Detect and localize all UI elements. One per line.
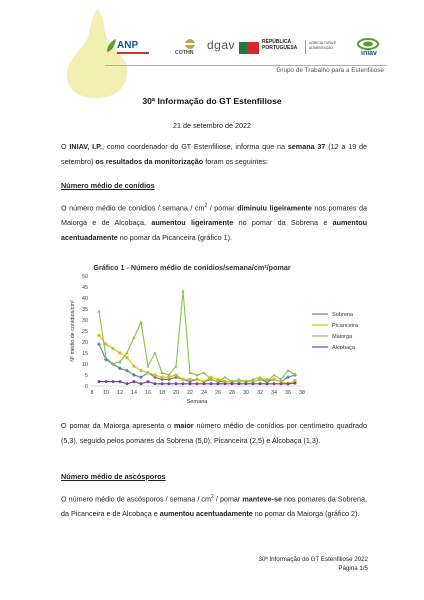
x-tick-label: 30: [243, 390, 249, 396]
legend-entry: Sobrena: [332, 312, 354, 318]
section1-text: nos pomares da Maiorga e de Alcobaça,: [61, 203, 367, 228]
series-line-picanceira: [99, 335, 295, 383]
cothn-icon: [183, 38, 197, 50]
data-point: [182, 378, 185, 381]
section2-text: nos pomares da Sobrena, da Picanceira e de Alcobaça e: [61, 494, 367, 519]
y-axis-label: Nº médio de conídios/cm²: [70, 300, 76, 362]
iniav-leaf-icon: [357, 36, 379, 50]
data-point: [189, 378, 192, 381]
section1-text: O número médio de conídios / semana / cm: [61, 203, 205, 213]
x-tick-label: 8: [90, 390, 94, 396]
week-label: semana 37: [287, 142, 326, 151]
data-point: [139, 320, 142, 323]
section-heading-ascosporos: Número médio de ascósporos: [61, 472, 166, 481]
section1-paragraph: [61, 199, 367, 245]
data-point: [273, 378, 276, 381]
data-point: [154, 374, 157, 377]
org-name: INIAV, I.P.: [69, 142, 103, 151]
section2-paragraph: [61, 490, 367, 521]
y-tick-label: 30: [82, 318, 88, 324]
data-point: [189, 382, 192, 385]
emphasis: aumentou ligeiramente: [151, 218, 234, 228]
data-point: [119, 380, 122, 383]
x-axis-label: Semana: [186, 399, 208, 405]
data-point: [161, 376, 164, 379]
emphasis: manteve-se: [242, 494, 282, 504]
legend-entry: Maiorga: [332, 334, 353, 340]
logo-dgav: dgav: [207, 38, 236, 52]
x-tick-label: 24: [201, 390, 207, 396]
data-point: [280, 382, 283, 385]
summary-text: O pomar da Maiorga apresenta o: [61, 421, 175, 430]
emphasis: aumentou acentuadamente: [159, 509, 253, 519]
data-point: [112, 347, 115, 350]
x-tick-label: 14: [131, 390, 137, 396]
data-point: [98, 380, 101, 383]
page-number: Página 1/5: [338, 565, 368, 572]
data-point: [168, 382, 171, 385]
page-title: 30ª Informação do GT Estenfiliose: [142, 96, 282, 106]
data-point: [140, 382, 143, 385]
data-point: [237, 378, 240, 381]
x-tick-label: 12: [117, 390, 123, 396]
data-point: [196, 382, 199, 385]
x-tick-label: 38: [299, 390, 305, 396]
x-tick-label: 10: [103, 390, 109, 396]
data-point: [147, 371, 150, 374]
data-point: [182, 382, 185, 385]
data-point: [286, 369, 289, 372]
intro-text: (12 a 19 de setembro): [61, 142, 367, 166]
data-point: [147, 380, 150, 383]
y-tick-label: 35: [82, 307, 88, 313]
superscript: 2: [204, 203, 208, 209]
section2-text: no pomar da Maiorga (gráfico 2).: [252, 509, 360, 519]
x-tick-label: 18: [159, 390, 165, 396]
data-point: [154, 382, 157, 385]
x-tick-label: 20: [173, 390, 179, 396]
data-point: [174, 364, 177, 367]
x-tick-label: 22: [187, 390, 193, 396]
y-tick-label: 15: [82, 351, 88, 357]
data-point: [153, 351, 156, 354]
data-point: [258, 375, 261, 378]
x-tick-label: 16: [145, 390, 151, 396]
data-point: [105, 343, 108, 346]
anp-leaf-icon: [105, 38, 117, 54]
y-tick-label: 5: [85, 373, 88, 379]
chart-title: Gráfico 1 - Número médio de conídios/semana/cm²/pomar: [93, 263, 291, 272]
data-point: [223, 375, 226, 378]
y-tick-label: 10: [82, 362, 88, 368]
summary-text: número médio de conídios por centímetro quadrado (5,3), seguido pelos pomares da Sobrena (5,0), Picanceira (2,5) e Alcobaça (1,3).: [61, 421, 367, 445]
flag-green: [239, 42, 247, 54]
data-point: [133, 380, 136, 383]
data-point: [126, 382, 129, 385]
x-tick-label: 32: [257, 390, 263, 396]
data-point: [273, 382, 276, 385]
section-heading-conidios: Número médio de conídios: [61, 181, 155, 190]
data-point: [266, 382, 269, 385]
y-tick-label: 50: [82, 274, 88, 280]
legend-entry: Picanceira: [332, 323, 359, 329]
header-divider: [105, 65, 387, 66]
section1-text: / pomar: [207, 203, 238, 213]
data-point: [140, 369, 143, 372]
group-name: Grupo de Trabalho para a Estenfiliose: [276, 67, 384, 74]
data-point: [196, 378, 199, 381]
data-point: [238, 382, 241, 385]
data-point: [97, 309, 100, 312]
legend-entry: Alcobaça: [332, 345, 356, 351]
series-line-maiorga: [99, 291, 295, 381]
logo-republica: REPÚBLICA PORTUGUESA: [262, 39, 298, 51]
data-point: [161, 382, 164, 385]
emphasis: diminuiu ligeiramente: [237, 203, 312, 213]
x-tick-label: 36: [285, 390, 291, 396]
x-tick-label: 28: [229, 390, 235, 396]
date: 21 de setembro de 2022: [173, 121, 251, 130]
data-point: [188, 371, 191, 374]
partner-logos: [105, 36, 387, 66]
data-point: [294, 382, 297, 385]
data-point: [202, 371, 205, 374]
data-point: [181, 290, 184, 293]
data-point: [98, 334, 101, 337]
section1-text: no pomar da Sobrena e: [233, 218, 333, 228]
y-tick-label: 25: [82, 329, 88, 335]
data-point: [272, 373, 275, 376]
y-tick-label: 20: [82, 340, 88, 346]
x-tick-label: 26: [215, 390, 221, 396]
data-point: [126, 356, 129, 359]
data-point: [97, 342, 101, 346]
data-point: [294, 379, 297, 382]
data-point: [231, 382, 234, 385]
chart-summary-paragraph: [61, 418, 367, 448]
logo-divider: [305, 40, 306, 54]
data-point: [160, 371, 163, 374]
logo-agricultura: AGRICULTURA E ALIMENTAÇÃO: [309, 41, 337, 50]
data-point: [287, 382, 290, 385]
intro-paragraph: [61, 139, 367, 169]
superscript: 2: [211, 494, 214, 500]
anp-underline: [117, 52, 149, 54]
logo-iniav: iniav: [361, 50, 377, 57]
logo-cothn: COTHN: [175, 50, 194, 56]
data-point: [112, 380, 115, 383]
section2-text: O número médio de ascósporos / semana / cm: [61, 494, 212, 504]
data-point: [105, 380, 108, 383]
data-point: [210, 382, 213, 385]
y-tick-label: 40: [82, 296, 88, 302]
y-tick-label: 45: [82, 285, 88, 291]
data-point: [245, 382, 248, 385]
emphasis: maior: [174, 421, 194, 430]
data-point: [203, 382, 206, 385]
data-point: [217, 382, 220, 385]
intro-text: foram os seguintes:: [203, 157, 268, 166]
emphasis: aumentou acentuadamente: [61, 218, 367, 243]
intro-text: , como coordenador do GT Estenfiliose, informa que na: [102, 142, 288, 151]
data-point: [224, 382, 227, 385]
conidios-line-chart: [62, 262, 372, 412]
flag-red: [247, 42, 259, 54]
data-point: [252, 382, 255, 385]
section2-text: / pomar: [213, 494, 243, 504]
x-tick-label: 34: [271, 390, 277, 396]
footer-title: 30ª Informação do GT Estenfiliose 2022: [258, 556, 368, 563]
y-tick-label: 0: [85, 384, 88, 390]
results-label: os resultados da monitorização: [95, 157, 204, 166]
data-point: [133, 365, 136, 368]
data-point: [175, 382, 178, 385]
logo-anp: ANP: [117, 40, 139, 51]
section1-text: no pomar da Picanceira (gráfico 1).: [117, 233, 232, 243]
data-point: [259, 382, 262, 385]
intro-text: O: [61, 142, 70, 151]
data-point: [175, 374, 178, 377]
data-point: [119, 352, 122, 355]
